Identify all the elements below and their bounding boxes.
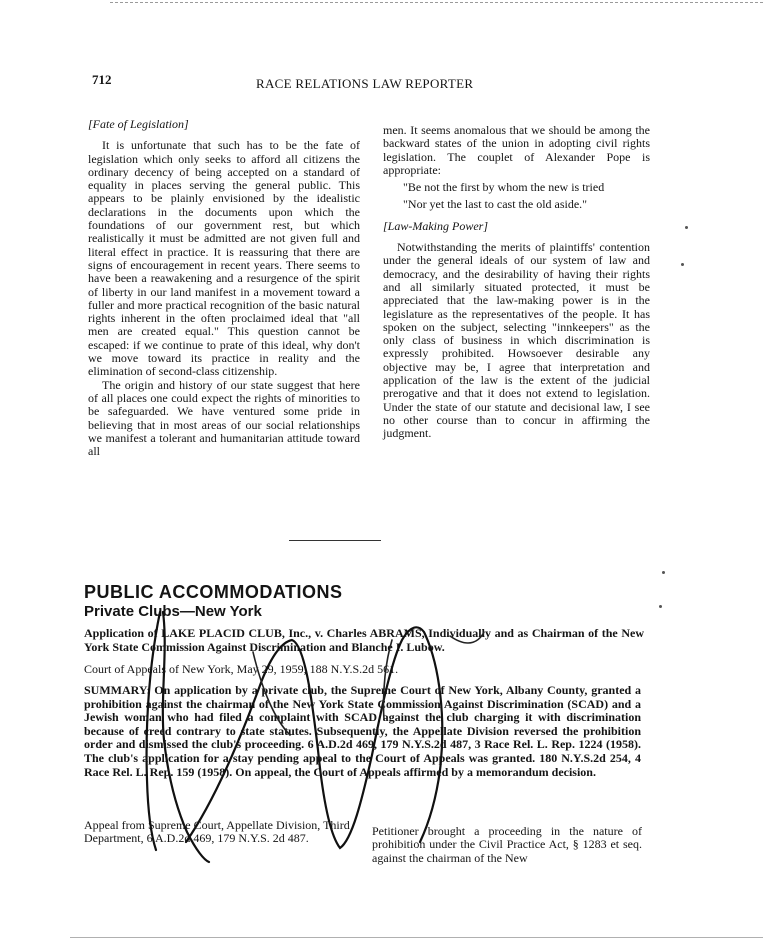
left-column: [88, 118, 360, 458]
right-column: [383, 124, 650, 441]
bottom-edge-line: [70, 937, 763, 938]
left-paragraph-2: The origin and history of our state suggest that here of all places one could expect the rights of minorities to be safeguarded. We have ventured some pride in believing that in most areas of our social relationships we manifest a tolerant and humanitarian attitude toward all: [88, 377, 360, 459]
scan-speck: [681, 263, 684, 266]
pope-quote-line-2: "Nor yet the last to cast the old aside.": [403, 197, 588, 212]
summary-label: SUMMARY:: [84, 683, 151, 697]
running-head: RACE RELATIONS LAW REPORTER: [256, 76, 474, 91]
fate-of-legislation-heading: [Fate of Legislation]: [88, 117, 189, 131]
scan-speck: [685, 226, 688, 229]
pope-quote-line-1: "Be not the first by whom the new is tried: [403, 180, 605, 195]
scan-speck: [662, 571, 665, 574]
section-divider: [289, 540, 381, 541]
left-paragraph-1: It is unfortunate that such has to be the fate of legislation which only seeks to afford all citizens the ordinary decency of being accepted on a standard of equality in places serving the general public. This appears to be plainly envisioned by the idealistic declarations in the documents upon which the foundations of our government rest, but which realistically it must be admitted are not given full and literal effect in practice. It is reassuring that there are signs of encouragement in recent years. There seems to have been a reawakening and a resurgence of the spirit of liberty in our land manifest in a movement toward a fuller and more practical recognition of the basic natural rights inherent in the often proclaimed ideal that "all men are created equal." This question cannot be escaped: if we continue to prate of this ideal, why don't we move toward its practice in reality and the elimination of second-class citizenship.: [88, 138, 360, 379]
petitioner-paragraph: Petitioner brought a proceeding in the nature of prohibition under the Civil Practice Act, § 1283 et seq. against the chairman of the New: [372, 824, 642, 865]
summary-text: On application by a private club, the Supreme Court of New York, Albany County, granted a prohibition against the chairman of the New York State Commission Against Discrimination (SCAD) and a Jewish woman who had filed a complaint with SCAD against the club charging it with discrimination because of creed contrary to state statutes. Subsequently, the Appellate Division reversed the prohibition order and dismissed the club's proceeding. 6 A.D.2d 469, 179 N.Y.S.2d 487, 3 Race Rel. L. Rep. 1224 (1958). The club's application for a stay pending appeal to the Court of Appeals was granted. 180 N.Y.S.2d 254, 4 Race Rel. L. Rep. 159 (1958). On appeal, the Court of Appeals affirmed by a memorandum decision.: [84, 683, 641, 779]
top-perforation-line: [110, 2, 763, 3]
court-citation: Court of Appeals of New York, May 29, 1959, 188 N.Y.S.2d 561.: [84, 662, 399, 676]
section-subtitle: Private Clubs—New York: [84, 603, 262, 620]
case-caption: Application of LAKE PLACID CLUB, Inc., v. Charles ABRAMS, Individually and as Chairman of the New York State Commission Against Discrimination and Blanche I. Lubow.: [84, 626, 644, 654]
right-paragraph-1: men. It seems anomalous that we should be among the backward states of the union in adopting civil rights legislation. The couplet of Alexander Pope is appropriate:: [383, 123, 650, 177]
law-making-power-heading: [Law-Making Power]: [383, 218, 488, 233]
case-summary: [84, 684, 641, 779]
right-paragraph-2: Notwithstanding the merits of plaintiffs' contention under the general ideals of our system of law and democracy, and the desirability of having their rights and all similarly situated protected, it must be appreciated that the law-making power is in the legislature as the representatives of the people. It has spoken on the subject, selecting "innkeepers" as the only class of business in which discrimination is expressly prohibited. Howsoever desirable any objective may be, I agree that interpretation and application of the law is the extent of the judicial prerogative and that it does not extend to legislation. Under the state of our statute and decisional law, I see no other course than to concur in affirming the judgment.: [383, 240, 650, 441]
appeal-citation: Appeal from Supreme Court, Appellate Division, Third Department, 6 A.D.2d 469, 179 N.Y.S. 2d 487.: [84, 818, 350, 846]
section-title: PUBLIC ACCOMMODATIONS: [84, 582, 343, 602]
scan-speck: [659, 605, 662, 608]
page-number: 712: [92, 72, 112, 87]
